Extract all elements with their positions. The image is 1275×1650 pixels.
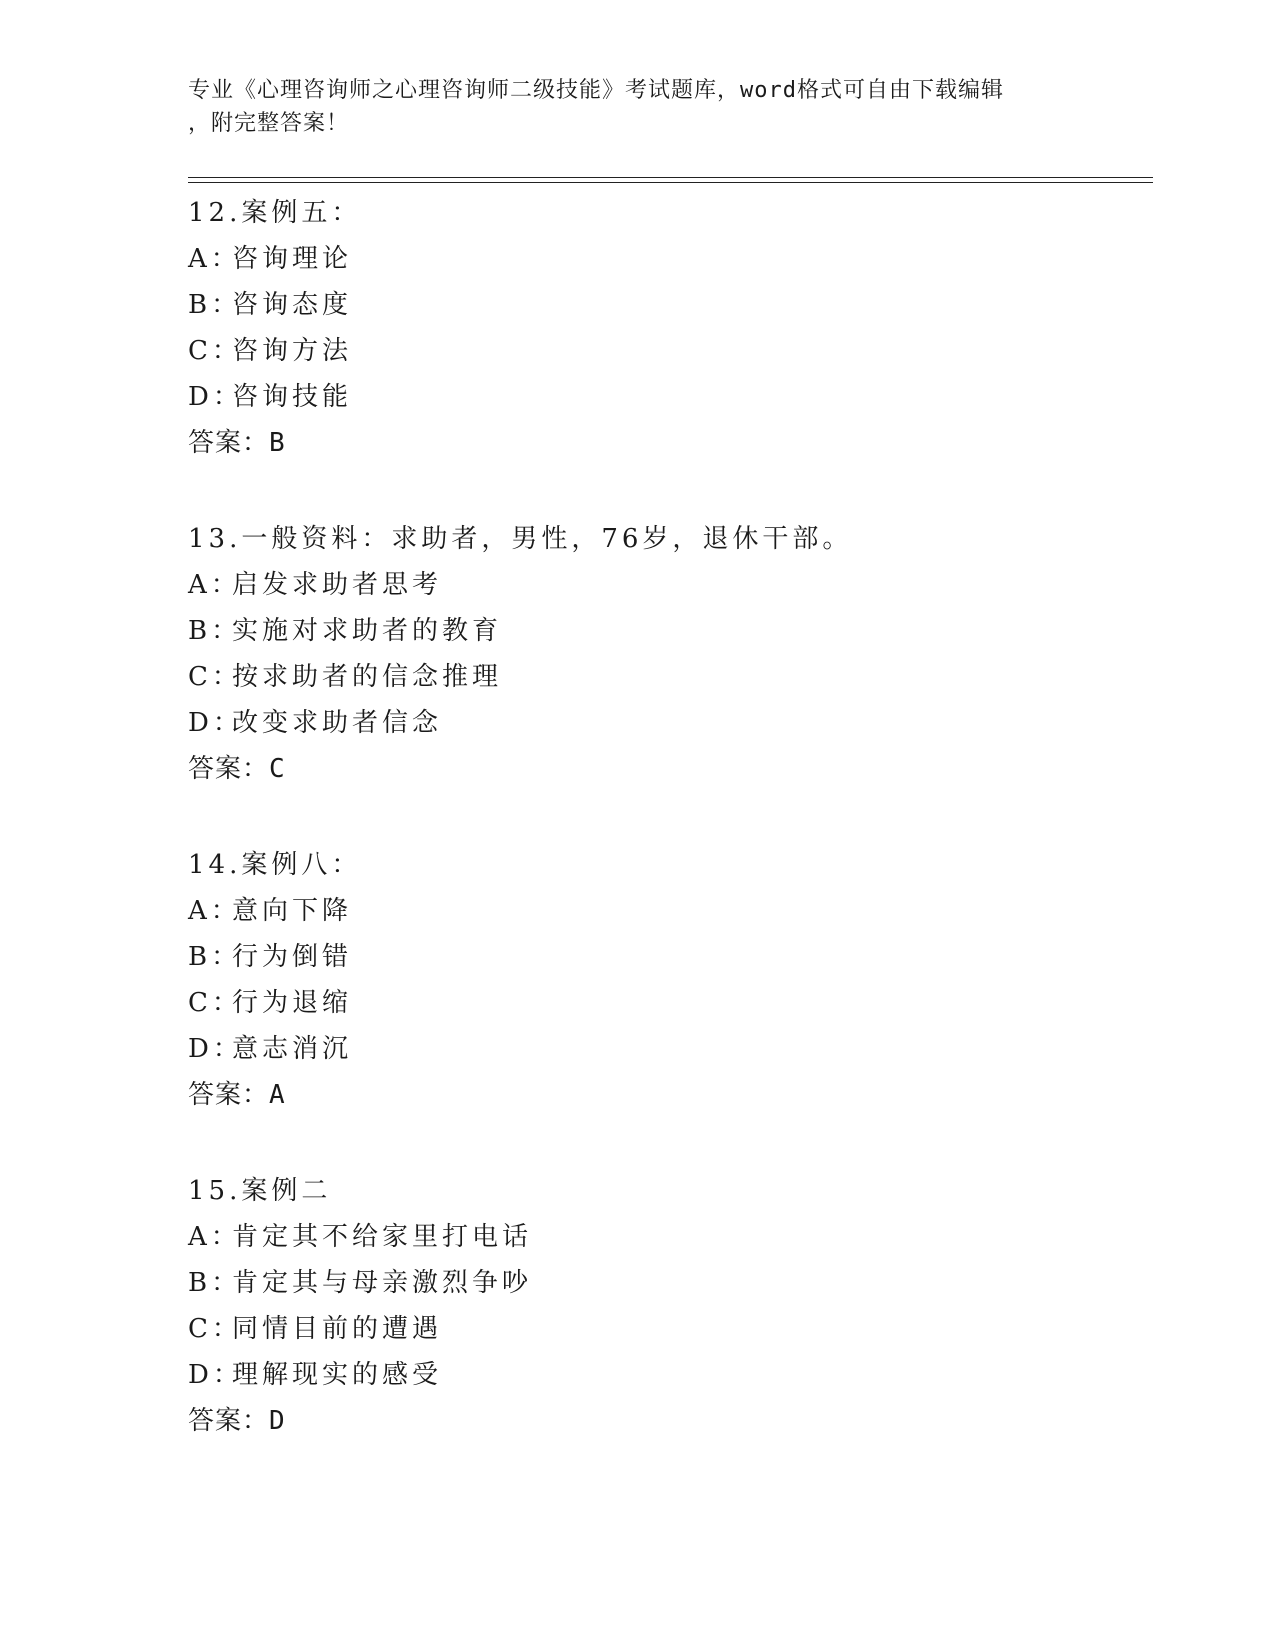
option-b <box>188 608 1148 654</box>
option-d <box>188 1026 1148 1072</box>
option-key: A： <box>188 896 241 926</box>
option-text: 行为退缩 <box>232 988 353 1018</box>
option-a <box>188 888 1148 934</box>
option-key: C： <box>188 662 242 692</box>
option-d <box>188 700 1148 746</box>
option-text: 意志消沉 <box>232 1034 353 1064</box>
header-line-1: 专业《心理咨询师之心理咨询师二级技能》考试题库，word格式可自由下载编辑 <box>188 78 1004 103</box>
option-key: B： <box>188 616 242 646</box>
option-key: A： <box>188 244 241 274</box>
header-line-2: ，附完整答案！ <box>188 111 350 136</box>
option-text: 行为倒错 <box>232 942 353 972</box>
answer-line: 答案：D <box>188 1406 286 1436</box>
option-b <box>188 282 1148 328</box>
question-list <box>188 190 1148 1494</box>
option-d <box>188 1352 1148 1398</box>
option-a <box>188 1214 1148 1260</box>
option-key: D： <box>188 1034 243 1064</box>
option-key: C： <box>188 336 242 366</box>
header-divider-top <box>188 177 1153 178</box>
question-12 <box>188 190 1148 466</box>
question-title: 12.案例五： <box>188 198 362 228</box>
option-text: 按求助者的信念推理 <box>232 662 503 692</box>
answer-line: 答案：A <box>188 1080 286 1110</box>
option-key: B： <box>188 942 242 972</box>
question-14 <box>188 842 1148 1118</box>
option-text: 实施对求助者的教育 <box>232 616 503 646</box>
option-key: D： <box>188 1360 243 1390</box>
question-13 <box>188 516 1148 792</box>
option-key: A： <box>188 570 241 600</box>
question-title: 15.案例二 <box>188 1176 332 1206</box>
option-d <box>188 374 1148 420</box>
option-a <box>188 562 1148 608</box>
option-c <box>188 1306 1148 1352</box>
question-15 <box>188 1168 1148 1444</box>
question-title: 13.一般资料：求助者，男性，76岁，退休干部。 <box>188 524 853 554</box>
option-text: 咨询态度 <box>232 290 353 320</box>
document-header <box>188 74 1088 140</box>
question-title: 14.案例八： <box>188 850 362 880</box>
option-c <box>188 328 1148 374</box>
option-text: 肯定其与母亲激烈争吵 <box>232 1268 533 1298</box>
option-text: 启发求助者思考 <box>232 570 443 600</box>
option-text: 咨询方法 <box>232 336 353 366</box>
option-text: 肯定其不给家里打电话 <box>232 1222 533 1252</box>
option-text: 意向下降 <box>232 896 353 926</box>
option-key: D： <box>188 708 243 738</box>
option-text: 咨询理论 <box>232 244 353 274</box>
option-text: 同情目前的遭遇 <box>232 1314 443 1344</box>
option-key: B： <box>188 1268 242 1298</box>
option-a <box>188 236 1148 282</box>
header-divider-bottom <box>188 182 1153 183</box>
option-key: C： <box>188 1314 242 1344</box>
answer-line: 答案：B <box>188 428 286 458</box>
option-key: A： <box>188 1222 241 1252</box>
option-c <box>188 980 1148 1026</box>
option-key: B： <box>188 290 242 320</box>
option-key: D： <box>188 382 243 412</box>
option-text: 改变求助者信念 <box>232 708 443 738</box>
option-b <box>188 1260 1148 1306</box>
option-text: 咨询技能 <box>232 382 353 412</box>
option-c <box>188 654 1148 700</box>
option-b <box>188 934 1148 980</box>
option-text: 理解现实的感受 <box>232 1360 443 1390</box>
answer-line: 答案：C <box>188 754 286 784</box>
option-key: C： <box>188 988 242 1018</box>
